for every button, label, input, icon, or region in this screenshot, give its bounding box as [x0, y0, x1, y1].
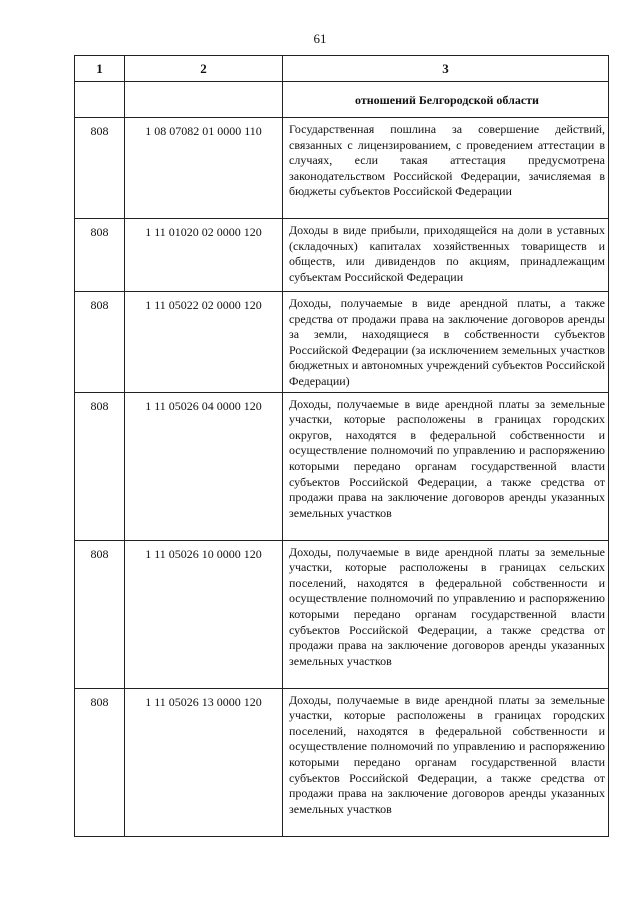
revenue-codes-table — [74, 55, 609, 837]
budget-classification-code: 1 11 05026 04 0000 120 — [125, 392, 283, 540]
column-number-3: 3 — [283, 56, 609, 82]
continuation-text: отношений Белгородской области — [283, 82, 609, 118]
revenue-description: Доходы, получаемые в виде арендной платы, а также средства от продажи права на заключение договоров аренды за земли, находящиеся в собственности субъектов Российской Федерации (за исключением земельных участков бюджетных и автономных учреждений субъектов Российской Федерации) — [283, 292, 609, 393]
column-number-2: 2 — [125, 56, 283, 82]
table-row — [75, 219, 609, 292]
page-number: 61 — [313, 31, 327, 46]
admin-code: 808 — [75, 219, 125, 292]
admin-code: 808 — [75, 292, 125, 393]
revenue-description: Доходы, получаемые в виде арендной платы за земельные участки, которые расположены в границах городских поселений, находятся в федеральной собственности и осуществление полномочий по управлению и распоряжению которыми передано органам государственной власти субъектов Российской Федерации, а также средства от продажи права на заключение договоров аренды указанных земельных участков — [283, 688, 609, 836]
budget-classification-code: 1 08 07082 01 0000 110 — [125, 118, 283, 219]
column-number-1: 1 — [75, 56, 125, 82]
empty-cell — [75, 82, 125, 118]
revenue-description: Государственная пошлина за совершение действий, связанных с лицензированием, с проведением аттестации в случаях, если такая аттестация предусмотрена законодательством Российской Федерации, зачисляемая в бюджеты субъектов Российской Федерации — [283, 118, 609, 219]
continuation-row — [75, 82, 609, 118]
budget-classification-code: 1 11 05022 02 0000 120 — [125, 292, 283, 393]
budget-classification-code: 1 11 01020 02 0000 120 — [125, 219, 283, 292]
revenue-description: Доходы, получаемые в виде арендной платы за земельные участки, которые расположены в границах сельских поселений, находятся в федеральной собственности и осуществление полномочий по управлению и распоряжению которыми передано органам государственной власти субъектов Российской Федерации, а также средства от продажи права на заключение договоров аренды указанных земельных участков — [283, 540, 609, 688]
table-row — [75, 118, 609, 219]
budget-classification-code: 1 11 05026 13 0000 120 — [125, 688, 283, 836]
table-row — [75, 392, 609, 540]
revenue-description: Доходы, получаемые в виде арендной платы за земельные участки, которые расположены в границах городских округов, находятся в федеральной собственности и осуществление полномочий по управлению и распоряжению которыми передано органам государственной власти субъектов Российской Федерации, а также средства от продажи права на заключение договоров аренды указанных земельных участков — [283, 392, 609, 540]
admin-code: 808 — [75, 118, 125, 219]
admin-code: 808 — [75, 540, 125, 688]
table-row — [75, 688, 609, 836]
column-number-row — [75, 56, 609, 82]
table-row — [75, 540, 609, 688]
admin-code: 808 — [75, 392, 125, 540]
admin-code: 808 — [75, 688, 125, 836]
table-row — [75, 292, 609, 393]
budget-classification-code: 1 11 05026 10 0000 120 — [125, 540, 283, 688]
empty-cell — [125, 82, 283, 118]
revenue-description: Доходы в виде прибыли, приходящейся на доли в уставных (складочных) капиталах хозяйственных товариществ и обществ, или дивидендов по акциям, принадлежащим субъектам Российской Федерации — [283, 219, 609, 292]
